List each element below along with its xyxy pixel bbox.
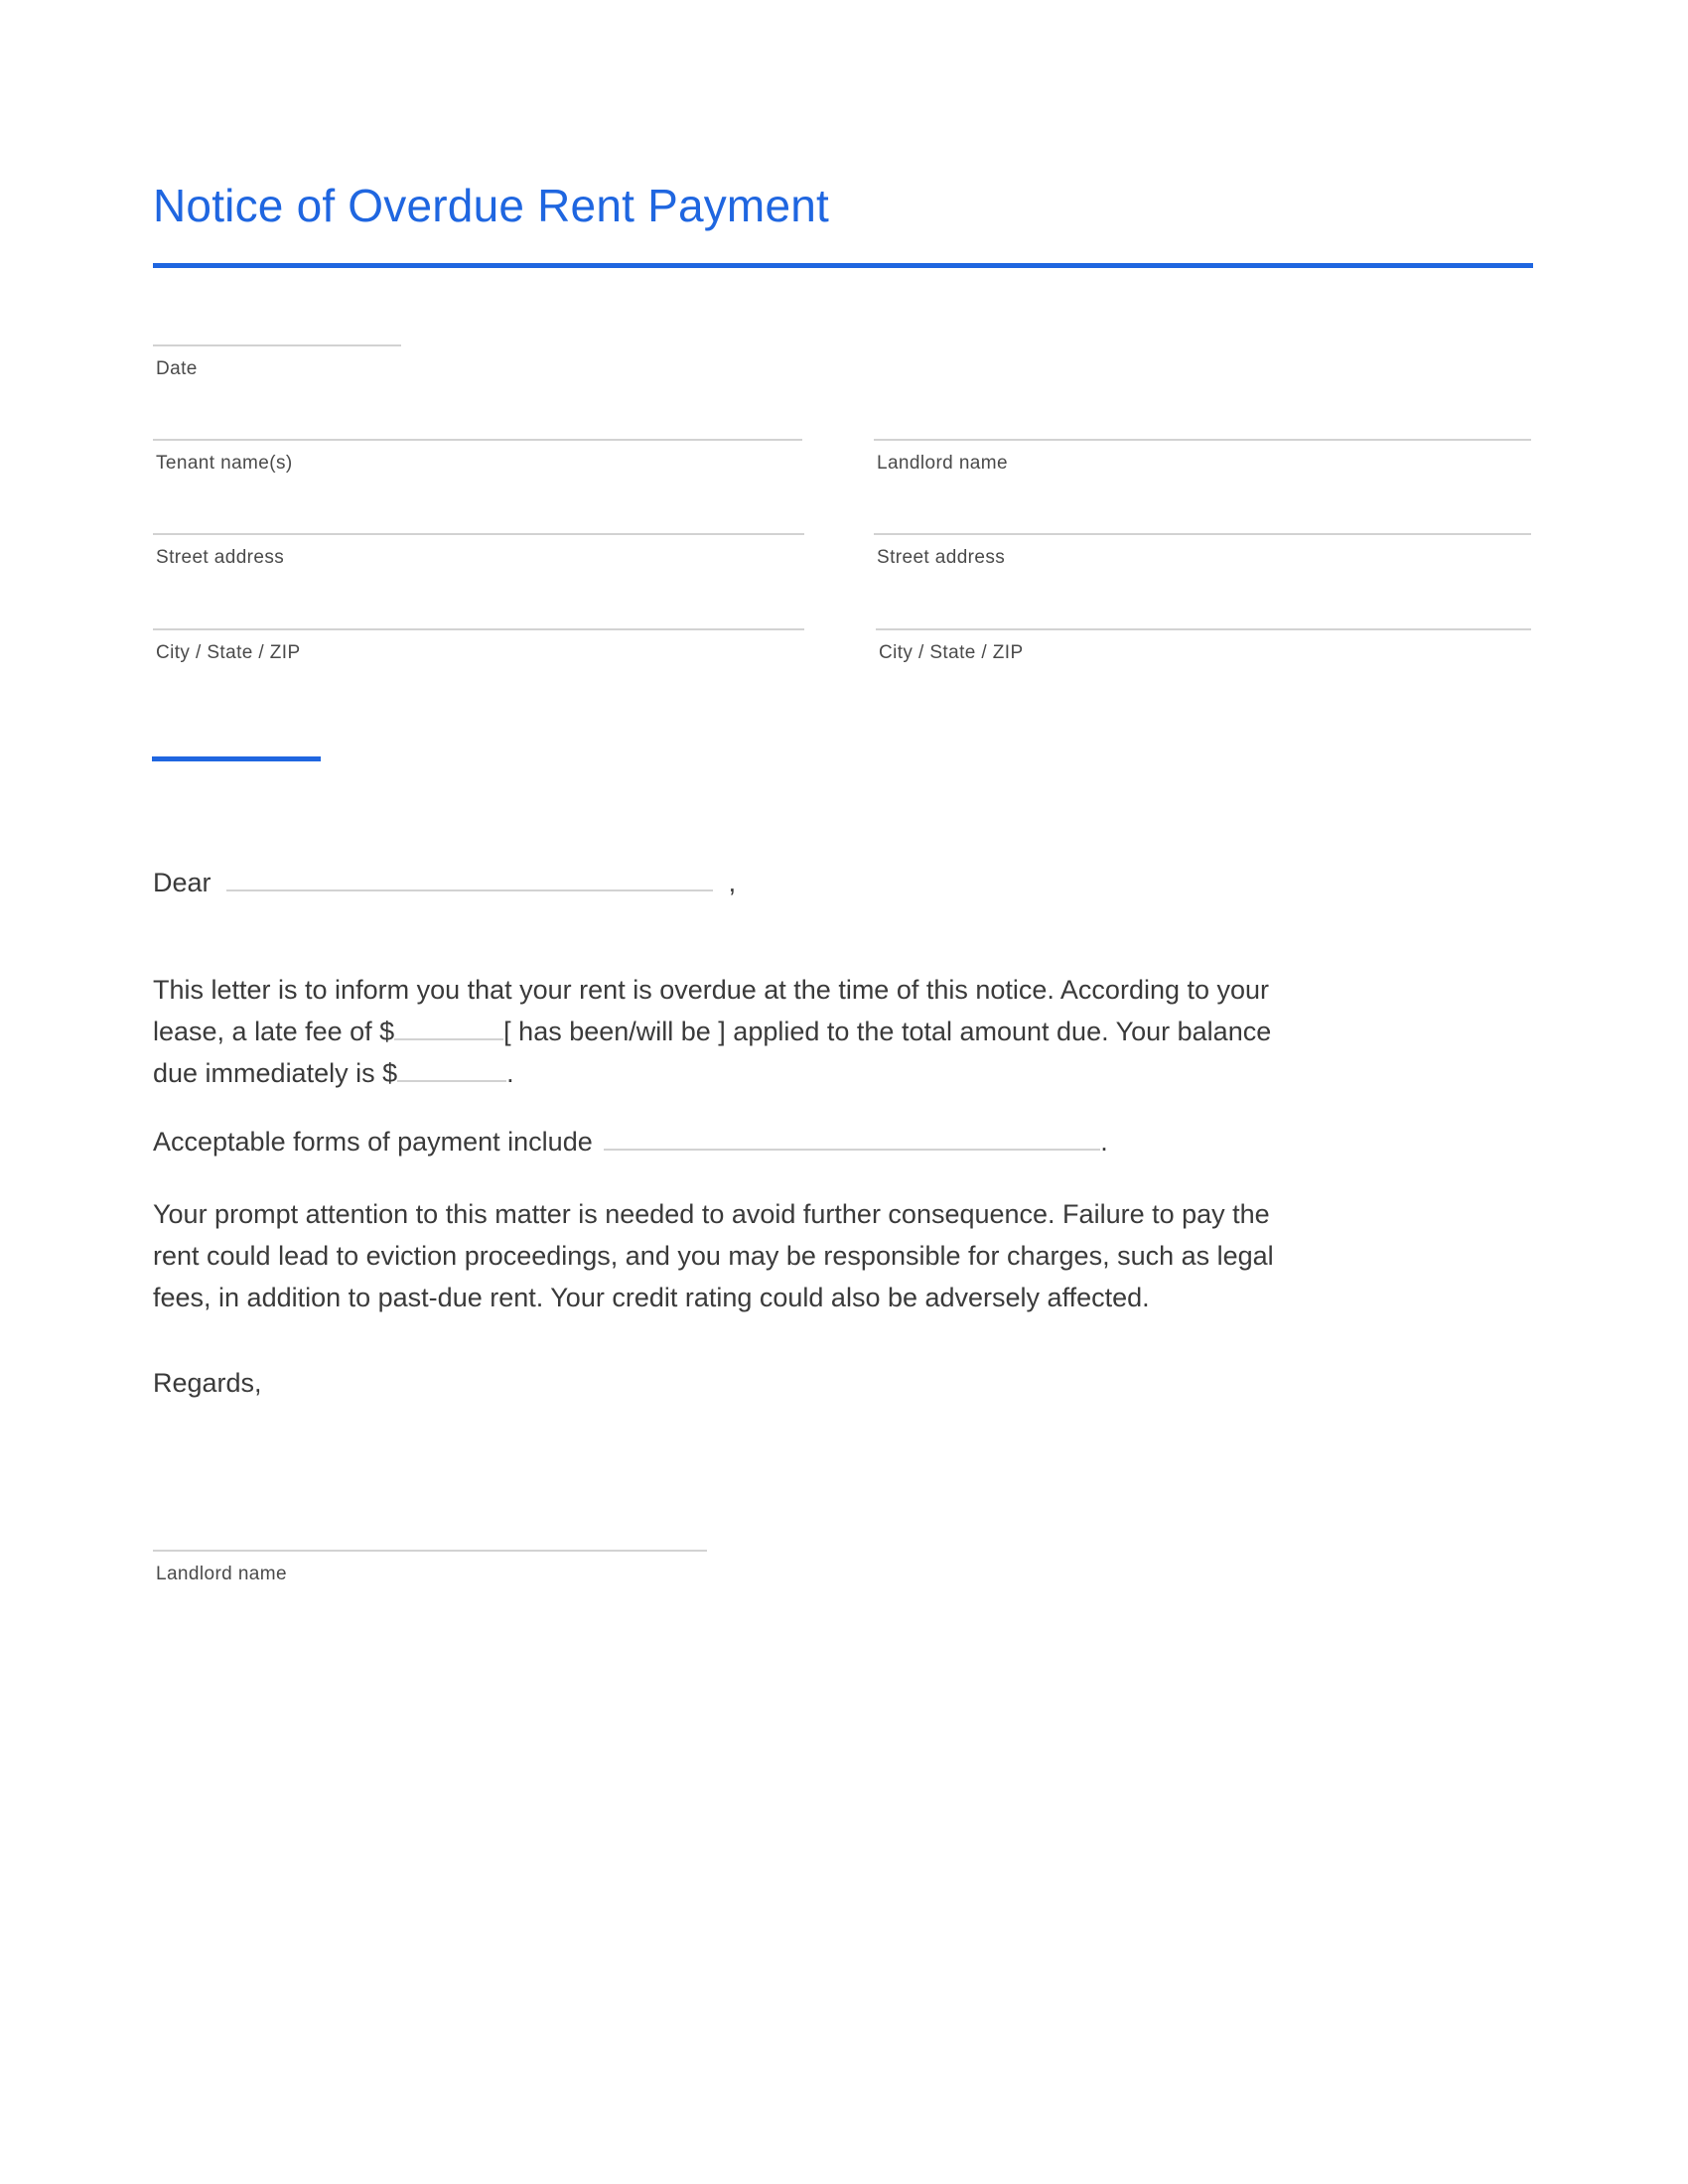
signature-input-line[interactable] <box>153 1550 707 1552</box>
page-title: Notice of Overdue Rent Payment <box>153 180 829 231</box>
recipient-name-blank[interactable] <box>226 866 713 891</box>
paragraph-payment-forms <box>153 1121 1108 1162</box>
tenant-city-label: City / State / ZIP <box>156 642 301 663</box>
payment-forms-text: Acceptable forms of payment include <box>153 1127 593 1157</box>
landlord-name-field[interactable] <box>874 439 1531 475</box>
date-label: Date <box>156 358 198 379</box>
balance-period: . <box>506 1058 514 1088</box>
tenant-name-input-line[interactable] <box>153 439 802 441</box>
landlord-name-input-line[interactable] <box>874 439 1531 441</box>
balance-due-amount-blank[interactable] <box>397 1056 506 1082</box>
landlord-street-input-line[interactable] <box>874 533 1531 535</box>
paragraph-line <box>153 1011 1271 1052</box>
tenant-street-field[interactable] <box>153 533 804 569</box>
paragraph-overdue-notice <box>153 969 1271 1094</box>
signature-label: Landlord name <box>156 1564 287 1584</box>
landlord-street-label: Street address <box>877 547 1006 568</box>
landlord-city-label: City / State / ZIP <box>879 642 1024 663</box>
signature-field[interactable] <box>153 1550 707 1585</box>
landlord-name-label: Landlord name <box>877 453 1008 474</box>
salutation-text: Dear <box>153 868 211 897</box>
paragraph-line <box>153 1052 1271 1094</box>
late-fee-status-text: [ has been/will be ] applied to the total amount due. Your balance <box>503 1017 1272 1046</box>
section-accent-divider <box>152 756 321 761</box>
date-input-line[interactable] <box>153 344 401 346</box>
paragraph-line: This letter is to inform you that your rent is overdue at the time of this notice. According to your <box>153 975 1270 1005</box>
paragraph-line: fees, in addition to past-due rent. Your credit rating could also be adversely affected. <box>153 1283 1150 1312</box>
landlord-street-field[interactable] <box>874 533 1531 569</box>
date-field[interactable] <box>153 344 401 380</box>
tenant-name-label: Tenant name(s) <box>156 453 293 474</box>
tenant-street-input-line[interactable] <box>153 533 804 535</box>
landlord-city-input-line[interactable] <box>876 628 1531 630</box>
late-fee-amount-blank[interactable] <box>394 1015 503 1040</box>
salutation-comma: , <box>728 868 737 897</box>
tenant-name-field[interactable] <box>153 439 802 475</box>
late-fee-text: lease, a late fee of $ <box>153 1017 395 1046</box>
tenant-city-field[interactable] <box>153 628 804 664</box>
payment-forms-blank[interactable] <box>604 1125 1100 1151</box>
payment-forms-period: . <box>1100 1127 1108 1157</box>
title-divider <box>153 263 1533 268</box>
tenant-city-input-line[interactable] <box>153 628 804 630</box>
balance-due-text: due immediately is $ <box>153 1058 398 1088</box>
tenant-street-label: Street address <box>156 547 285 568</box>
paragraph-consequences <box>153 1193 1274 1318</box>
salutation-line <box>153 862 736 903</box>
paragraph-line: rent could lead to eviction proceedings, and you may be responsible for charges, such as legal <box>153 1241 1274 1271</box>
paragraph-line: Your prompt attention to this matter is needed to avoid further consequence. Failure to pay the <box>153 1199 1270 1229</box>
landlord-city-field[interactable] <box>876 628 1531 664</box>
closing-text: Regards, <box>153 1368 262 1398</box>
